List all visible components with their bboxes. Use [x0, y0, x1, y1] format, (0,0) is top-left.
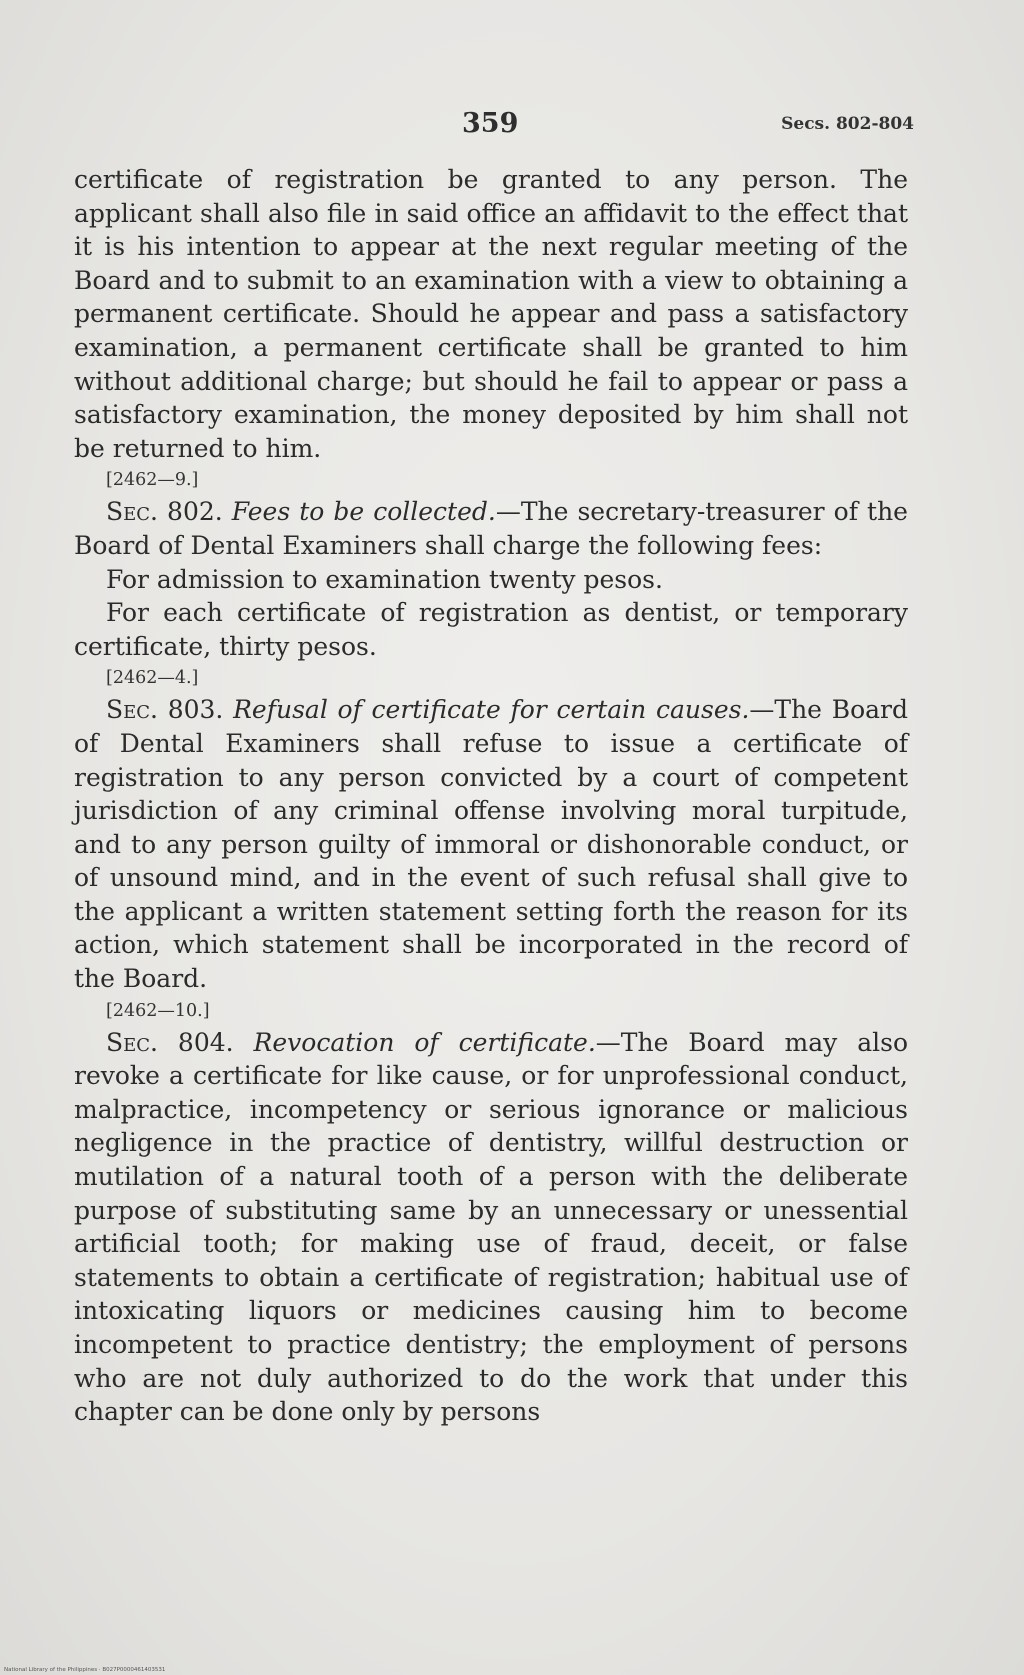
section-803 [74, 693, 908, 995]
library-credit: National Library of the Philippines · B027P0000461403531 [4, 1667, 166, 1673]
citation-803: [2462—4.] [106, 668, 199, 689]
section-802 [74, 495, 908, 562]
fee-item-admission: For admission to examination twenty pesos. [106, 564, 663, 594]
page-header [74, 108, 914, 148]
section-title: Fees to be collected. [231, 497, 496, 527]
section-text: —The Board may also revoke a certificate for like cause, or for unprofessional conduct, malpractice, incompetency or serious ignorance or malicious negligence in the practice of dentistry, willful destruction or mutilation of a natural tooth of a person with the deliberate purpose of substituting same by an unnecessary or unessential artificial tooth; for making use of fraud, deceit, or false statements to obtain a certificate of registration; habitual use of intoxicating liquors or medicines causing him to become incompetent to practice dentistry; the employment of persons who are not duly authorized to do the work that under this chapter can be done only by persons [74, 1027, 908, 1427]
continuation-paragraph: certificate of registration be granted to any person. The applicant shall also file in said office an affidavit to the effect that it is his intention to appear at the next regular meeting of the Board and to submit to an examination with a view to obtaining a permanent certificate. Should he appear and pass a satisfactory examination, a permanent certificate shall be granted to him without additional charge; but should he fail to appear or pass a satisfactory examination, the money deposited by him shall not be returned to him. [74, 165, 908, 463]
section-title: Revocation of certificate. [253, 1027, 596, 1057]
citation-802: [2462—9.] [106, 470, 199, 491]
section-text: —The secretary-treasurer of the Board of Dental Examiners shall charge the following fees: [74, 497, 908, 560]
citation-804: [2462—10.] [106, 1000, 210, 1021]
section-text: —The Board of Dental Examiners shall refuse to issue a certificate of registration to any person convicted by a court of competent jurisdiction of any criminal offense involving moral turpitude, and to any person guilty of immoral or dishonorable conduct, or of unsound mind, and in the event of such refusal shall give to the applicant a written statement setting forth the reason for its action, which statement shall be incorporated in the record of the Board. [74, 695, 908, 994]
section-range: Secs. 802-804 [781, 114, 914, 134]
page-number: 359 [462, 108, 519, 139]
section-label: Sec. 803. [106, 695, 224, 725]
body-text [74, 163, 908, 1429]
fee-item-certificate: For each certificate of registration as dentist, or temporary certificate, thirty pesos. [74, 598, 908, 661]
section-label: Sec. 804. [106, 1027, 234, 1057]
section-804 [74, 1026, 908, 1429]
section-label: Sec. 802. [106, 497, 223, 527]
section-title: Refusal of certificate for certain causes. [233, 695, 750, 725]
